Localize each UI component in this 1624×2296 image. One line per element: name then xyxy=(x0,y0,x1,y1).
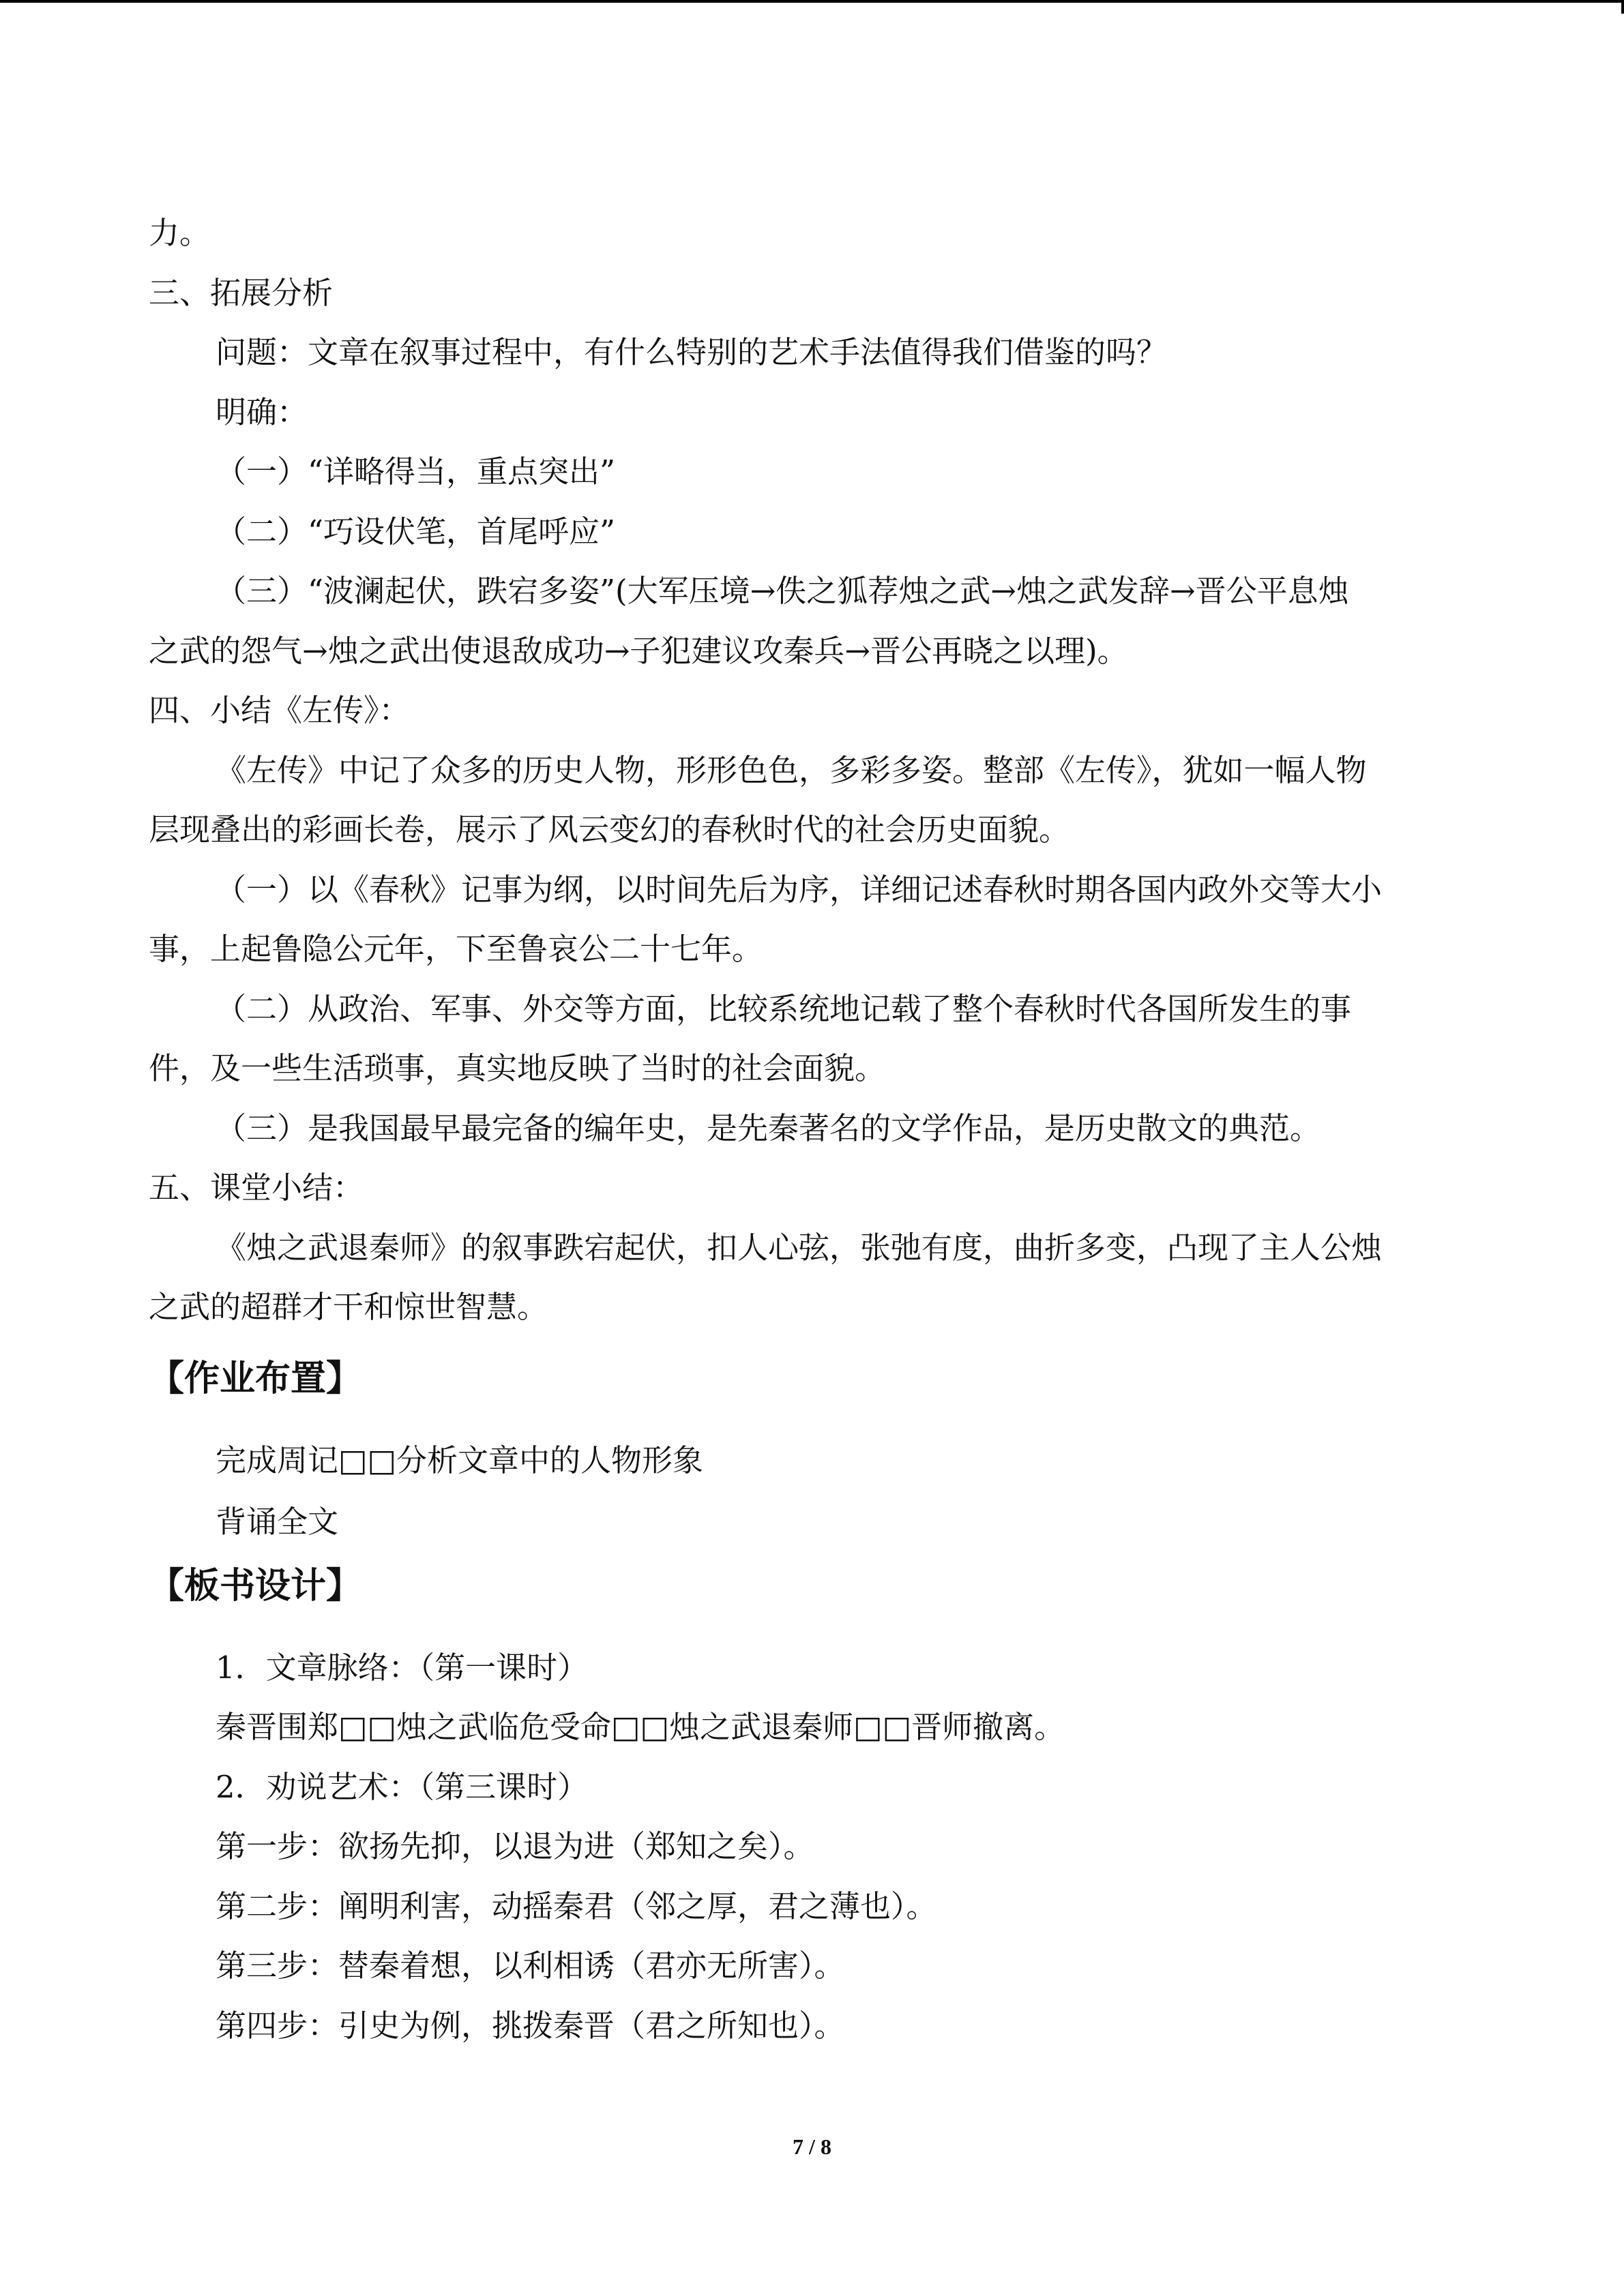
question-line: 问题：文章在叙事过程中，有什么特别的艺术手法值得我们借鉴的吗？ xyxy=(216,334,1168,370)
homework-item: 完成周记□□分析文章中的人物形象 xyxy=(216,1442,704,1478)
section-heading-expansion-analysis: 三、拓展分析 xyxy=(149,275,334,311)
paragraph-line: 之武的怨气→烛之武出使退敌成功→子犯建议攻秦兵→晋公再晓之以理)。 xyxy=(149,633,1128,669)
list-item: （二）从政治、军事、外交等方面，比较系统地记载了整个春秋时代各国所发生的事 xyxy=(216,991,1352,1027)
answer-label: 明确： xyxy=(216,394,308,430)
list-item: （一）以《春秋》记事为纲，以时间先后为序，详细记述春秋时期各国内政外交等大小 xyxy=(216,871,1383,908)
paragraph-line: 层现叠出的彩画长卷，展示了风云变幻的春秋时代的社会历史面貌。 xyxy=(149,811,1070,848)
list-item: （三）是我国最早最完备的编年史，是先秦著名的文学作品，是历史散文的典范。 xyxy=(216,1110,1321,1146)
section-heading-class-summary: 五、课堂小结： xyxy=(149,1169,364,1206)
board-step: 第二步：阐明利害，动摇秦君（邻之厚，君之薄也）。 xyxy=(216,1888,937,1924)
board-step: 第四步：引史为例，挑拨秦晋（君之所知也）。 xyxy=(216,2008,845,2044)
board-step: 第一步：欲扬先抑，以退为进（郑知之矣）。 xyxy=(216,1828,814,1864)
paragraph-line: 《烛之武退秦师》的叙事跌宕起伏，扣人心弦，张弛有度，曲折多变，凸现了主人公烛 xyxy=(216,1229,1383,1266)
board-item: 秦晋围郑□□烛之武临危受命□□烛之武退秦师□□晋师撤离。 xyxy=(216,1709,1065,1745)
list-item: （二）“巧设伏笔，首尾呼应” xyxy=(216,513,616,550)
paragraph-line: 《左传》中记了众多的历史人物，形形色色，多彩多姿。整部《左传》，犹如一幅人物 xyxy=(216,752,1367,788)
page-number: 7 / 8 xyxy=(793,2134,831,2159)
list-item: （三）“波澜起伏，跌宕多姿”(大军压境→佚之狐荐烛之武→烛之武发辞→晋公平息烛 xyxy=(216,573,1349,609)
paragraph-line: 件，及一些生活琐事，真实地反映了当时的社会面貌。 xyxy=(149,1050,886,1086)
paragraph-line: 事，上起鲁隐公元年，下至鲁哀公二十七年。 xyxy=(149,931,763,967)
paragraph-line: 之武的超群才干和惊世智慧。 xyxy=(149,1289,548,1325)
homework-item: 背诵全文 xyxy=(216,1504,339,1540)
board-item: 1．文章脉络：（第一课时） xyxy=(216,1650,589,1686)
section-heading-zuozhuan-summary: 四、小结《左传》： xyxy=(149,692,410,728)
board-item: 2．劝说艺术：（第三课时） xyxy=(216,1769,589,1805)
paragraph-line: 力。 xyxy=(149,215,211,251)
section-heading-blackboard-design: 【板书设计】 xyxy=(149,1566,362,1607)
list-item: （一）“详略得当，重点突出” xyxy=(216,453,616,490)
board-step: 第三步：替秦着想，以利相诱（君亦无所害）。 xyxy=(216,1948,845,1984)
section-heading-homework: 【作业布置】 xyxy=(149,1358,362,1399)
